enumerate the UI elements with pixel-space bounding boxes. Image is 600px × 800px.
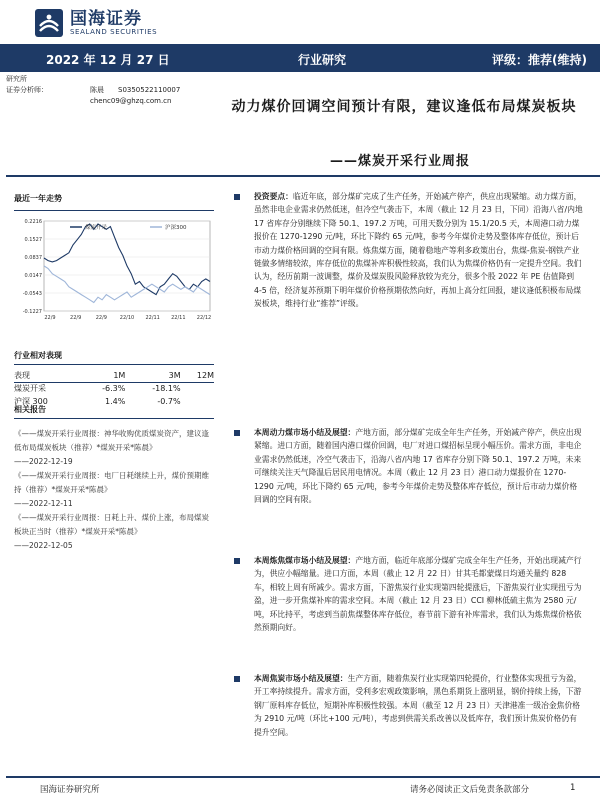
bullet-square-icon	[234, 676, 240, 682]
series-line-hs300	[44, 266, 210, 303]
y-tick-label: 0.0837	[24, 255, 42, 261]
bullet-square-icon	[234, 194, 240, 200]
sealand-logo-icon	[34, 8, 64, 38]
x-tick-label: 22/9	[95, 315, 107, 321]
report-subtitle: ——煤炭开采行业周报	[330, 154, 471, 169]
body-paragraph	[234, 190, 584, 311]
paragraph-lead: 本周动力煤市场小结及展望：	[254, 428, 356, 437]
series-line-coal	[44, 224, 210, 295]
perf-row-name: 沪深 300	[14, 397, 48, 406]
perf-row-12m	[181, 382, 214, 395]
x-tick-label: 22/12	[196, 315, 212, 321]
performance-table	[14, 369, 214, 408]
paragraph-text: 生产方面，随着焦炭行业实现第四轮提价，行业整体实现扭亏为盈，开工率持续提升。需求方面，受利多宏观政策影响，黑色系期货上涨明显，钢价持续上扬，下游钢厂原料库存低位，短期补库积极性较强。本周（截至 12 月 23 日）天津港准一级冶金焦价格为 2910 元/吨（环比+100 元/吨），考虑到供需关系改善以及低库存，我们预计焦炭价格仍有提升空间。	[254, 674, 582, 737]
trend-chart-svg	[14, 211, 214, 327]
performance-row	[14, 382, 214, 395]
header-banner	[0, 44, 600, 72]
related-report-item[interactable]	[14, 511, 214, 553]
paragraph-lead: 本周焦炭市场小结及展望：	[254, 674, 348, 683]
performance-heading-rule	[14, 364, 214, 365]
related-report-date: ——2022-12-05	[14, 541, 73, 550]
report-category: 行业研究	[298, 53, 347, 67]
analyst-role: 证券分析师：	[6, 86, 48, 94]
company-logo	[34, 6, 157, 40]
legend-label: 煤炭开采	[85, 225, 108, 231]
perf-row-1m: 1.4%	[105, 397, 126, 406]
paragraph-text: 临近年底，部分煤矿完成了生产任务，开始减产停产，供应出现紧缩。动力煤方面，虽然非电企业需求仍然低迷，但冷空气袭击下，本周（截止 12 月 23 日，下同）沿海八省/内地 17 省库存分别继续下降 50.1、197.2 万吨，可用天数分别为 15.1/20.5 天，本周港口动力煤报价在 1270-1290 元/吨，环比下降约 65 元/吨，参考今年煤价走势及整体库存低位，预计后市动力煤价格回调的空间有限。炼焦煤方面，随着稳地产等利多政策出台，焦煤-焦炭-钢铁产业链做多情绪较浓，库存低位的焦煤补库积极性较高，我们认为焦煤价格仍有一定提升空间。我们认为，经历前期一波调整，煤价及煤炭股风险释放较为充分，很多个股 2022 年 PE 估值降到 4-5 倍，经济复苏预期下明年煤价价格预期依然向好，再加上高分红回报，建议逢低积极布局煤炭板块，维持行业“推荐”评级。	[254, 192, 583, 309]
related-report-title[interactable]: 《——煤炭开采行业周报：电厂日耗继续上升，煤价预期维持（推荐）*煤炭开采*陈晨》	[14, 471, 209, 494]
y-tick-label: 0.1527	[24, 237, 42, 243]
x-tick-label: 22/9	[44, 315, 56, 321]
report-title: 动力煤价回调空间预计有限，建议逢低布局煤炭板块	[231, 99, 577, 115]
body-paragraph	[234, 554, 584, 634]
body-paragraph	[234, 426, 584, 506]
chart-title: 最近一年走势	[14, 194, 62, 203]
related-heading: 相关报告	[14, 405, 46, 414]
perf-row-1m: -6.3%	[102, 384, 126, 394]
paragraph-lead: 本周炼焦煤市场小结及展望：	[254, 556, 356, 565]
bullet-square-icon	[234, 558, 240, 564]
y-tick-label: 0.0147	[24, 273, 42, 279]
bullet-square-icon	[234, 430, 240, 436]
x-tick-label: 22/11	[171, 315, 186, 321]
related-report-item[interactable]	[14, 427, 214, 469]
perf-row-3m: -0.7%	[157, 397, 181, 406]
related-list	[14, 427, 214, 553]
y-tick-label: 0.2216	[24, 219, 42, 225]
footer-institute: 国海证券研究所	[40, 785, 100, 795]
perf-col-1m: 1M	[80, 369, 125, 382]
paragraph-text: 产地方面，部分煤矿完成全年生产任务，开始减产停产，供应出现紧缩。进口方面，随着国内港口煤价回调，电厂对进口煤招标呈现小幅压价。需求方面，非电企业需求仍然低迷，冷空气袭击下，沿海八省/内地 17 省库存分别下降 50.1、197.2 万吨，未来可继续关注天气降温后居民用电情况。本周（截止 12 月 23 日）港口动力煤报价在 1270-1290 元/吨，环比下降约 65 元/吨，参考今年煤价走势及整体库存低位，预计后市动力煤价格回调的空间有限。	[254, 428, 582, 505]
y-tick-label: -0.1227	[22, 309, 42, 315]
related-reports	[14, 404, 214, 553]
perf-col-3m: 3M	[125, 369, 180, 382]
institute-label: 研究所	[6, 75, 27, 83]
analyst-info	[6, 74, 180, 107]
perf-col-12m: 12M	[181, 369, 214, 382]
related-report-title[interactable]: 《——煤炭开采行业周报：神华收购优质煤炭资产，建议逢低布局煤炭板块（推荐）*煤炭开采*陈晨》	[14, 429, 209, 452]
footer-divider	[6, 776, 600, 778]
rating: 评级：推荐(维持)	[492, 53, 587, 67]
page-number: 1	[570, 783, 576, 793]
header-divider	[6, 175, 600, 177]
trend-chart	[14, 193, 214, 329]
analyst-license: S0350522110007	[118, 86, 181, 94]
report-date: 2022 年 12 月 27 日	[46, 53, 170, 67]
footer-disclaimer: 请务必阅读正文后免责条款部分	[410, 785, 530, 795]
perf-row-name: 煤炭开采	[14, 384, 46, 394]
body-paragraph	[234, 672, 584, 739]
perf-col-label: 表现	[14, 369, 80, 382]
x-tick-label: 22/11	[145, 315, 160, 321]
related-report-date: ——2022-12-11	[14, 499, 73, 508]
performance-header-row	[14, 369, 214, 382]
logo-english-name: SEALAND SECURITIES	[70, 27, 158, 36]
legend-label: 沪深300	[165, 225, 187, 231]
paragraph-lead: 投资要点：	[254, 192, 293, 201]
x-tick-label: 22/10	[119, 315, 135, 321]
related-report-date: ——2022-12-19	[14, 457, 73, 466]
related-heading-rule	[14, 418, 214, 419]
x-tick-label: 22/9	[70, 315, 82, 321]
y-tick-label: -0.0543	[22, 291, 42, 297]
analyst-email: chenc09@ghzq.com.cn	[90, 97, 172, 105]
logo-chinese-name: 国海证券	[70, 8, 142, 29]
paragraph-text: 产地方面，临近年底部分煤矿完成全年生产任务，开始出现减产行为，供应小幅缩量。进口方面，本周（截止 12 月 22 日）甘其毛都蒙煤日均通关量约 828 车，相较上周有所减少。需求方面，下游焦炭行业实现第四轮提涨后，下游焦炭行业实现扭亏为盈，进一步开焦煤补库的需求空间。本周（截止 12 月 23 日）CCI 柳林低硫主焦为 2580 元/吨，环比持平，考虑到当前焦煤整体库存低位，春节前下游有补库需求，我们认为炼焦煤价格依然预期向好。	[254, 556, 582, 633]
analyst-name: 陈晨	[90, 86, 104, 94]
performance-heading: 行业相对表现	[14, 351, 62, 360]
related-report-title[interactable]: 《——煤炭开采行业周报：日耗上升、煤价上涨，布局煤炭板块正当时（推荐）*煤炭开采*陈晨》	[14, 513, 209, 536]
perf-row-3m: -18.1%	[152, 384, 181, 394]
relative-performance	[14, 350, 214, 408]
related-report-item[interactable]	[14, 469, 214, 511]
